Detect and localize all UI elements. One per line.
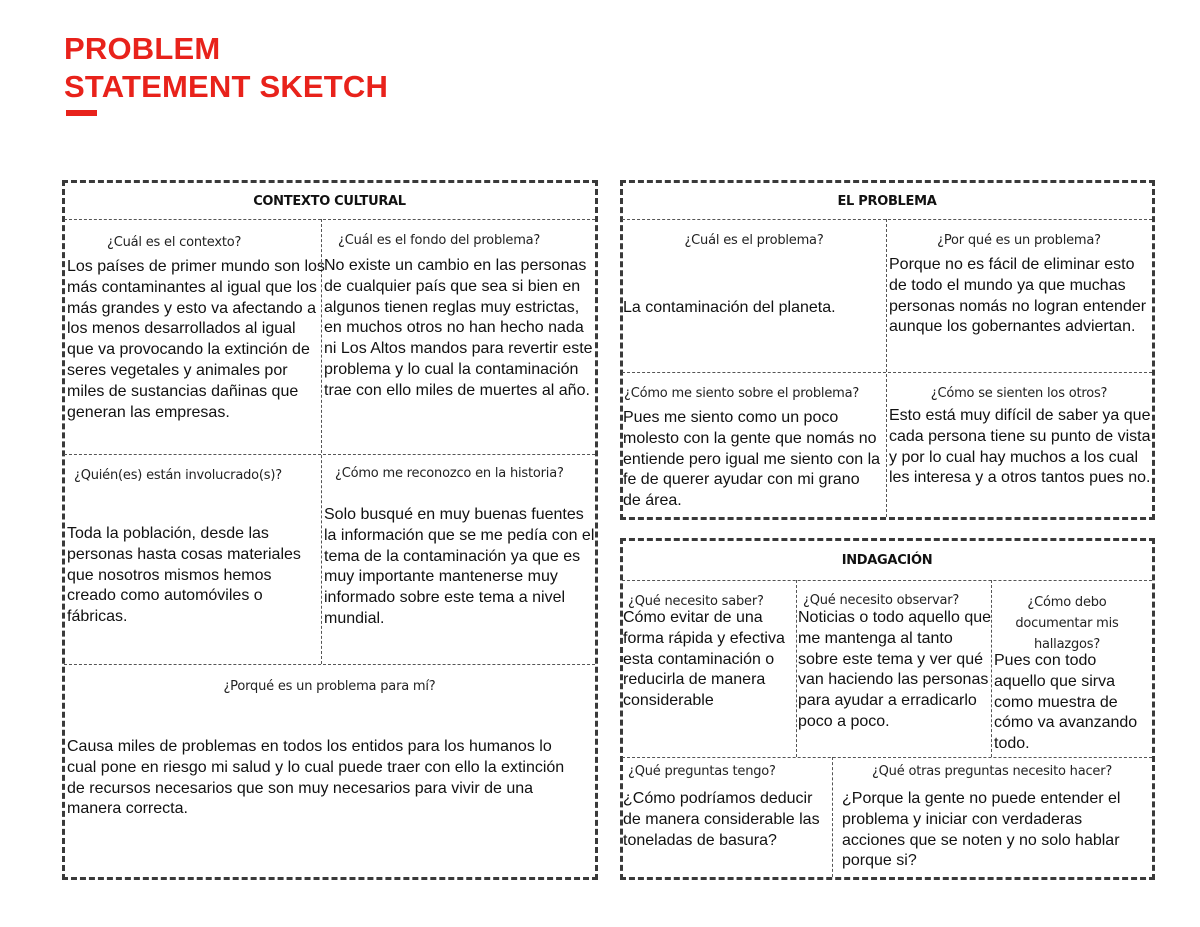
involucrados-answer: Toda la población, desde las personas hasta cosas materiales que nosotros mismos hemos creado como automóviles o fábricas.: [67, 525, 301, 626]
documentar-hallazgos-question: ¿Cómo debo documentar mis hallazgos?: [1015, 595, 1119, 652]
title-underline-accent: [66, 110, 97, 116]
title-line-2: STATEMENT SKETCH: [64, 69, 389, 104]
reconozco-answer: Solo busqué en muy buenas fuentes la información que se me pedía con el tema de la contaminación ya que es muy importante mantenerse muy informado sobre este tema a nivel mundial.: [324, 506, 595, 627]
fondo-problema-answer: No existe un cambio en las personas de cualquier país que sea si bien en algunos tienen reglas muy estrictas, en muchos otros no han hecho nada ni Los Altos mandos para revertir este problema y lo cual la contaminación trae con ello miles de muertes al año.: [324, 257, 593, 399]
por-que-problema-question: ¿Por qué es un problema?: [937, 233, 1101, 248]
contexto-answer: Los países de primer mundo son los más contaminantes al igual que los más grandes y esto va afectando a los menos desarrollados al igual que va provocando la extinción de seres vegetales y animales por miles de sustancias dañinas que generan las empresas.: [67, 258, 325, 421]
necesito-observar-answer: Noticias o todo aquello que me mantenga al tanto sobre este tema y ver qué van haciendo las personas para ayudar a erradicarlo poco a poco.: [798, 609, 992, 730]
como-me-siento-question: ¿Cómo me siento sobre el problema?: [624, 386, 860, 401]
contexto-question: ¿Cuál es el contexto?: [107, 235, 242, 250]
necesito-observar-question: ¿Qué necesito observar?: [803, 593, 960, 608]
page-title: [64, 30, 388, 106]
necesito-saber-answer: Cómo evitar de una forma rápida y efectiva esta contaminación o reducirla de manera considerable: [623, 609, 785, 710]
problema-heading: EL PROBLEMA: [837, 194, 937, 209]
contexto-heading: CONTEXTO CULTURAL: [253, 194, 406, 209]
indagacion-heading: INDAGACIÓN: [841, 553, 933, 568]
title-line-1: PROBLEM: [64, 31, 221, 66]
documentar-hallazgos-answer: Pues con todo aquello que sirva como muestra de cómo va avanzando todo.: [994, 652, 1138, 753]
preguntas-tengo-question: ¿Qué preguntas tengo?: [628, 764, 776, 779]
cual-problema-question: ¿Cuál es el problema?: [684, 233, 824, 248]
necesito-saber-question: ¿Qué necesito saber?: [628, 594, 764, 609]
preguntas-tengo-answer: ¿Cómo podríamos deducir de manera considerable las toneladas de basura?: [623, 790, 820, 849]
otras-preguntas-question: ¿Qué otras preguntas necesito hacer?: [871, 764, 1113, 779]
problema-para-mi-answer: Causa miles de problemas en todos los entidos para los humanos lo cual pone en riesgo mi salud y lo cual puede traer con ello la extinción de recursos necesarios que son muy necesarios para vivir de una manera correcta.: [67, 738, 565, 818]
como-sienten-otros-question: ¿Cómo se sienten los otros?: [930, 386, 1108, 401]
otras-preguntas-answer: ¿Porque la gente no puede entender el problema y iniciar con verdaderas acciones que se noten y no solo hablar porque si?: [842, 790, 1121, 870]
como-me-siento-answer: Pues me siento como un poco molesto con la gente que nomás no entiende pero igual me siento con la fe de querer ayudar con mi grano de área.: [623, 409, 881, 510]
por-que-problema-answer: Porque no es fácil de eliminar esto de todo el mundo ya que muchas personas nomás no logran entender aunque los gobernantes adviertan.: [889, 256, 1147, 336]
involucrados-question: ¿Quién(es) están involucrado(s)?: [74, 468, 282, 483]
como-sienten-otros-answer: Esto está muy difícil de saber ya que cada persona tiene su punto de vista y por lo cual hay muchos a los cual les interesa y a otros tantos pues no.: [889, 407, 1151, 487]
problema-para-mi-question: ¿Porqué es un problema para mí?: [223, 679, 436, 694]
cual-problema-answer: La contaminación del planeta.: [623, 299, 836, 316]
reconozco-question: ¿Cómo me reconozco en la historia?: [335, 466, 564, 481]
fondo-problema-question: ¿Cuál es el fondo del problema?: [338, 233, 541, 248]
